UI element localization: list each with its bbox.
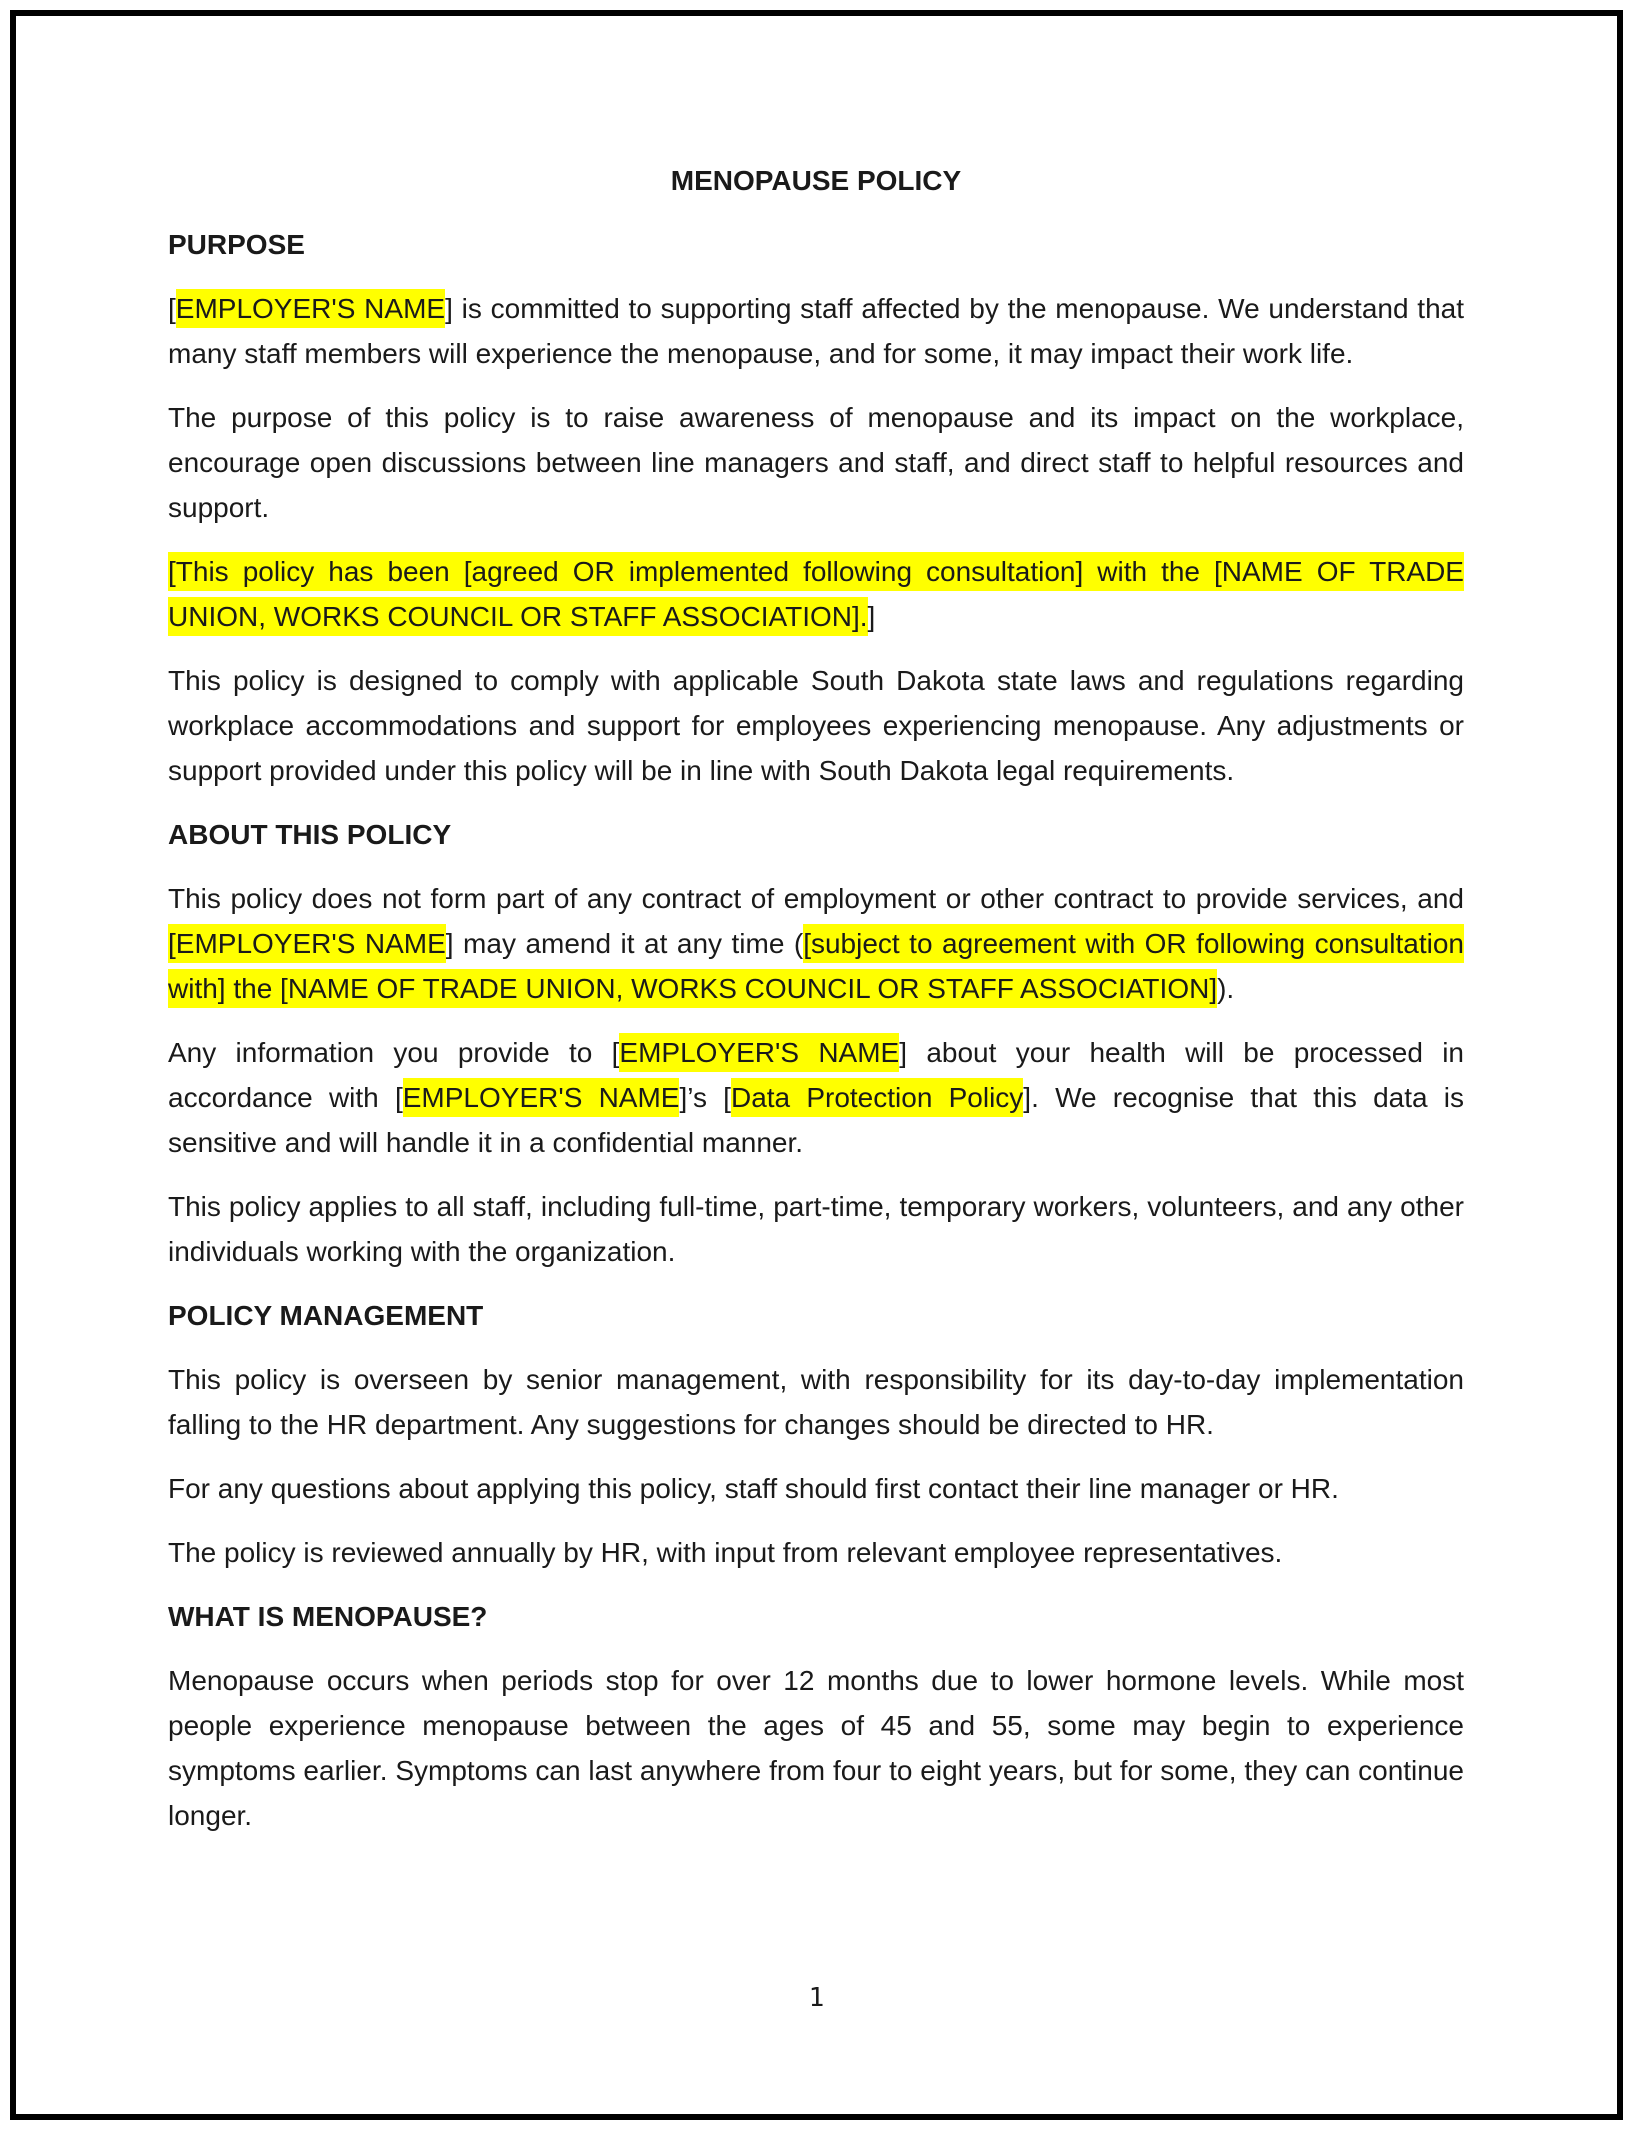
highlighted-placeholder: [EMPLOYER'S NAME <box>168 924 446 963</box>
section-heading: POLICY MANAGEMENT <box>168 1300 484 1331</box>
text-run: ] may amend it at any time ( <box>445 928 804 959</box>
text-run: ]. We recognise that this data is sensitive and will handle it in a confidential manner. <box>168 1082 1464 1158</box>
page-footer <box>0 1983 1633 2013</box>
section-heading: WHAT IS MENOPAUSE? <box>168 1601 488 1632</box>
document-content <box>168 158 1464 1857</box>
highlighted-placeholder: EMPLOYER'S NAME <box>176 289 445 328</box>
paragraph <box>168 286 1464 376</box>
text-run: ] <box>867 601 876 632</box>
paragraph <box>168 1530 1464 1575</box>
highlighted-placeholder: [This policy has been [agreed OR implemented following consultation] with the [NAME OF TRADE UNION, WORKS COUNCIL OR STAFF ASSOCIATION]. <box>168 552 1464 636</box>
text-run: Menopause occurs when periods stop for over 12 months due to lower hormone levels. While most people experience menopause between the ages of 45 and 55, some may begin to experience symptoms earlier. Symptoms can last anywhere from four to eight years, but for some, they can continue longer. <box>168 1665 1464 1831</box>
text-run: The policy is reviewed annually by HR, with input from relevant employee representatives. <box>168 1537 1283 1568</box>
document-title: MENOPAUSE POLICY <box>670 165 962 196</box>
text-run: This policy is overseen by senior management, with responsibility for its day-to-day implementation falling to the HR department. Any suggestions for changes should be directed to HR. <box>168 1364 1464 1440</box>
section-heading: ABOUT THIS POLICY <box>168 819 452 850</box>
highlighted-placeholder: EMPLOYER'S NAME <box>619 1033 899 1072</box>
paragraph <box>168 1357 1464 1447</box>
paragraph <box>168 658 1464 793</box>
text-run: This policy is designed to comply with applicable South Dakota state laws and regulations regarding workplace accommodations and support for employees experiencing menopause. Any adjustments or support provided under this policy will be in line with South Dakota legal requirements. <box>168 665 1464 786</box>
paragraph <box>168 395 1464 530</box>
text-run: The purpose of this policy is to raise awareness of menopause and its impact on the workplace, encourage open discussions between line managers and staff, and direct staff to helpful resources and support. <box>168 402 1464 523</box>
text-run: ] is committed to supporting staff affected by the menopause. We understand that many staff members will experience the menopause, and for some, it may impact their work life. <box>168 293 1465 369</box>
highlighted-placeholder: Data Protection Policy <box>731 1078 1023 1117</box>
paragraph <box>168 1466 1464 1511</box>
highlighted-placeholder: EMPLOYER'S NAME <box>403 1078 680 1117</box>
paragraph <box>168 1030 1464 1165</box>
text-run: [ <box>168 293 176 324</box>
paragraph <box>168 876 1464 1011</box>
paragraph <box>168 1658 1464 1838</box>
document-body <box>168 222 1464 1838</box>
page-number: 1 <box>808 1983 825 2013</box>
section-heading: PURPOSE <box>168 229 305 260</box>
text-run: ]’s [ <box>679 1082 731 1113</box>
paragraph <box>168 1184 1464 1274</box>
paragraph <box>168 549 1464 639</box>
text-run: Any information you provide to [ <box>168 1037 620 1068</box>
highlighted-placeholder: [subject to agreement with OR following consultation with] the [NAME OF TRADE UNION, WORKS COUNCIL OR STAFF ASSOCIATION] <box>168 924 1464 1008</box>
text-run: For any questions about applying this policy, staff should first contact their line manager or HR. <box>168 1473 1339 1504</box>
text-run: ). <box>1217 973 1235 1004</box>
text-run: This policy applies to all staff, including full-time, part-time, temporary workers, volunteers, and any other individuals working with the organization. <box>168 1191 1464 1267</box>
text-run: ] about your health will be processed in accordance with [ <box>168 1037 1464 1113</box>
text-run: This policy does not form part of any contract of employment or other contract to provide services, and <box>168 883 1464 914</box>
